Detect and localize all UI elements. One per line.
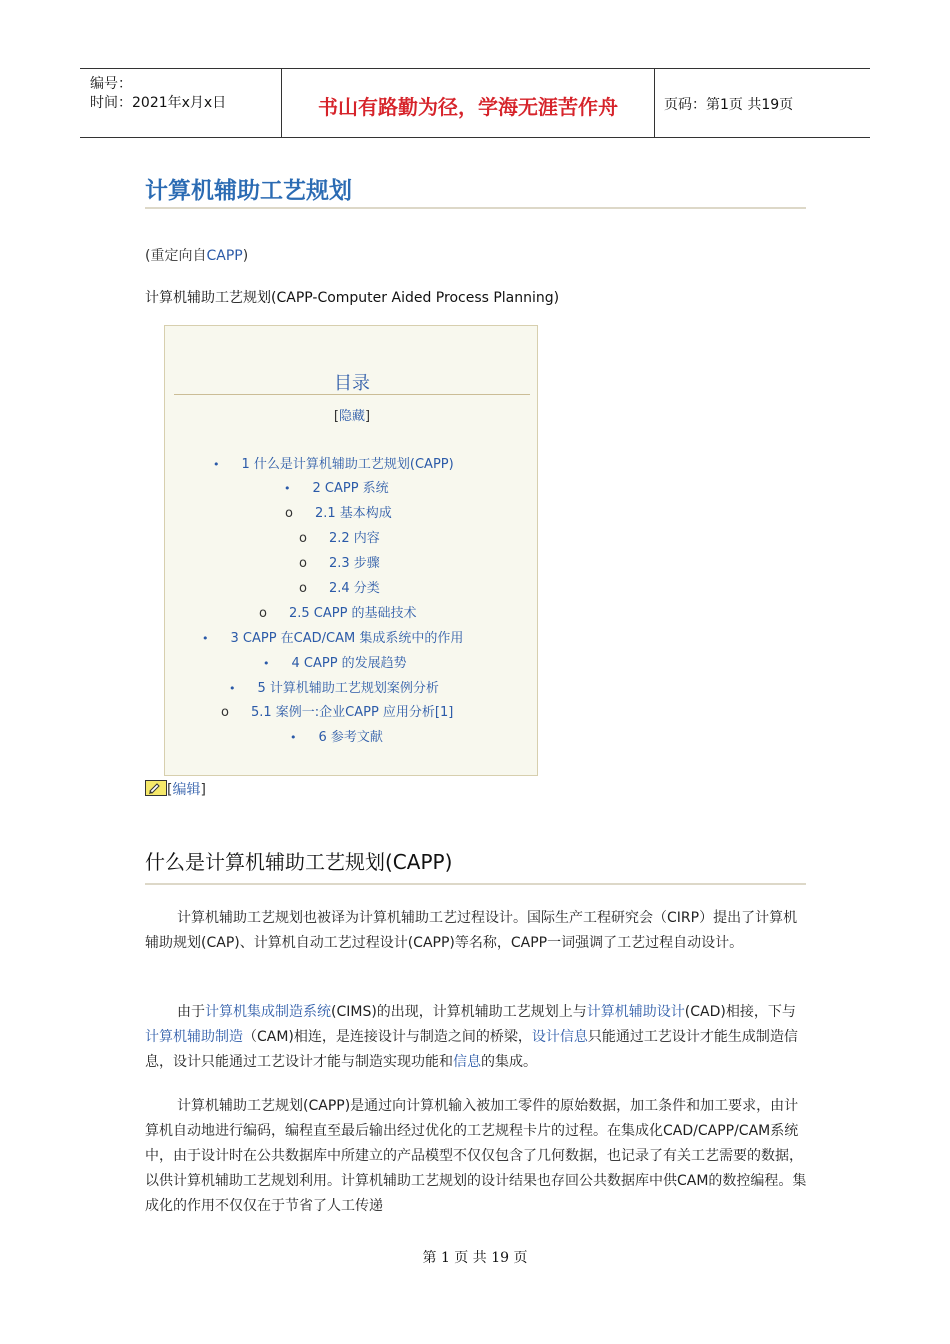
subtitle: 计算机辅助工艺规划(CAPP-Computer Aided Process Planning) [145, 290, 560, 306]
toc-item[interactable] [263, 652, 407, 671]
toc-bullet-icon: • [229, 682, 236, 695]
info-link[interactable]: 信息 [453, 1054, 481, 1070]
motto-cell [281, 69, 655, 137]
toc-circle-bullet-icon: o [221, 705, 229, 720]
toc-item-label[interactable]: 2.1 基本构成 [314, 506, 392, 521]
toc-item[interactable] [299, 552, 380, 571]
table-of-contents [164, 325, 538, 776]
time-label: 时间：2021年x月x日 [90, 95, 227, 111]
paragraph-text: 只能通过工艺设计才能生成制造信息，设计只能通过工艺设计才能与制造实现功能和 [145, 1029, 798, 1070]
toc-item-label[interactable]: 2.3 步骤 [328, 556, 380, 571]
toc-bullet-icon: • [263, 657, 270, 670]
paragraph-text: 计算机辅助工艺规划(CAPP)是通过向计算机输入被加工零件的原始数据，加工条件和加工要求，由计算机自动地进行编码，编程直至最后输出经过优化的工艺规程卡片的过程。在集成化CAD/CAPP/CAM系统中，由于设计时在公共数据库中所建立的产品模型不仅仅包含了几何数据，也记录了有关工艺需要的数据，以供计算机辅助工艺规划利用。计算机辅助工艺规划的设计结果也存回公共数据库中供CAM的数控编程。集成化的作用不仅仅在于节省了人工传递 [145, 1098, 807, 1214]
toc-item-label[interactable]: 2.5 CAPP 的基础技术 [288, 606, 417, 621]
page-title: 计算机辅助工艺规划 [145, 178, 352, 204]
toc-hide-close: ] [365, 409, 371, 424]
paragraph-text: 计算机辅助工艺规划也被译为计算机辅助工艺过程设计。国际生产工程研究会（CIRP）提出了计算机辅助规划(CAP)、计算机自动工艺过程设计(CAPP)等名称，CAPP一词强调了工艺过程自动设计。 [145, 910, 798, 951]
toc-hide-link[interactable]: 隐藏 [338, 409, 365, 424]
cims-link[interactable]: 计算机集成制造系统 [205, 1004, 331, 1020]
paragraph-2 [145, 1000, 807, 1075]
page-footer: 第 1 页 共 19 页 [422, 1250, 528, 1266]
toc-item[interactable] [299, 577, 380, 596]
paragraph-text: （CAM)相连，是连接设计与制造之间的桥梁， [243, 1029, 532, 1045]
toc-item[interactable] [229, 677, 439, 696]
edit-icon[interactable] [145, 780, 167, 796]
toc-item-label[interactable]: 1 什么是计算机辅助工艺规划(CAPP) [241, 457, 454, 472]
toc-circle-bullet-icon: o [299, 581, 307, 596]
motto: 书山有路勤为径，学海无涯苦作舟 [318, 95, 618, 119]
toc-hide-open: [ [333, 409, 339, 424]
toc-item-label[interactable]: 2 CAPP 系统 [312, 481, 389, 496]
redirect-link[interactable]: CAPP [206, 248, 243, 264]
toc-bullet-icon: • [290, 731, 297, 744]
paragraph-text: 由于 [177, 1004, 205, 1020]
toc-item[interactable] [299, 527, 380, 546]
edit-link[interactable]: 编辑 [172, 782, 201, 798]
cad-link[interactable]: 计算机辅助设计 [586, 1004, 685, 1020]
toc-circle-bullet-icon: o [299, 531, 307, 546]
toc-item-label[interactable]: 3 CAPP 在CAD/CAM 集成系统中的作用 [230, 631, 464, 646]
paragraph-1 [145, 906, 807, 956]
edit-open: [ [167, 782, 173, 798]
toc-item-label[interactable]: 2.4 分类 [328, 581, 380, 596]
toc-bullet-icon: • [213, 458, 220, 471]
toc-item[interactable] [213, 453, 454, 472]
toc-title: 目录 [334, 373, 370, 394]
toc-hide-toggle[interactable] [165, 405, 539, 424]
toc-bullet-icon: • [284, 482, 291, 495]
toc-item-label[interactable]: 5 计算机辅助工艺规划案例分析 [257, 681, 439, 696]
paragraph-text: (CAD)相接，下与 [684, 1004, 796, 1020]
paragraph-text: 的集成。 [481, 1054, 537, 1070]
toc-item[interactable] [202, 627, 463, 646]
toc-item[interactable] [259, 602, 417, 621]
paragraph-3 [145, 1094, 807, 1219]
toc-item-label[interactable]: 5.1 案例一:企业CAPP 应用分析[1] [250, 705, 454, 720]
toc-item-label[interactable]: 4 CAPP 的发展趋势 [291, 656, 407, 671]
edit-close: ] [200, 782, 206, 798]
toc-item-label[interactable]: 2.2 内容 [328, 531, 380, 546]
number-label: 编号： [90, 76, 132, 92]
toc-circle-bullet-icon: o [259, 606, 267, 621]
section-divider [145, 883, 806, 885]
redirect-suffix: ) [242, 248, 249, 264]
edit-section [145, 779, 206, 799]
title-divider [145, 207, 806, 209]
toc-item[interactable] [285, 502, 392, 521]
toc-bullet-icon: • [202, 632, 209, 645]
toc-item-label[interactable]: 6 参考文献 [318, 730, 383, 745]
toc-circle-bullet-icon: o [299, 556, 307, 571]
toc-divider [174, 394, 530, 395]
redirect-note [145, 245, 248, 265]
toc-item[interactable] [284, 477, 389, 496]
redirect-prefix: (重定向自 [145, 248, 207, 264]
toc-circle-bullet-icon: o [285, 506, 293, 521]
document-header [80, 68, 870, 138]
cam-link[interactable]: 计算机辅助制造 [145, 1029, 243, 1045]
section-heading: 什么是计算机辅助工艺规划(CAPP) [145, 850, 453, 874]
toc-item[interactable] [290, 726, 383, 745]
toc-item[interactable] [221, 701, 453, 720]
paragraph-text: (CIMS)的出现，计算机辅助工艺规划上与 [331, 1004, 587, 1020]
page-info: 页码：第1页 共19页 [664, 97, 794, 113]
design-info-link[interactable]: 设计信息 [531, 1029, 588, 1045]
